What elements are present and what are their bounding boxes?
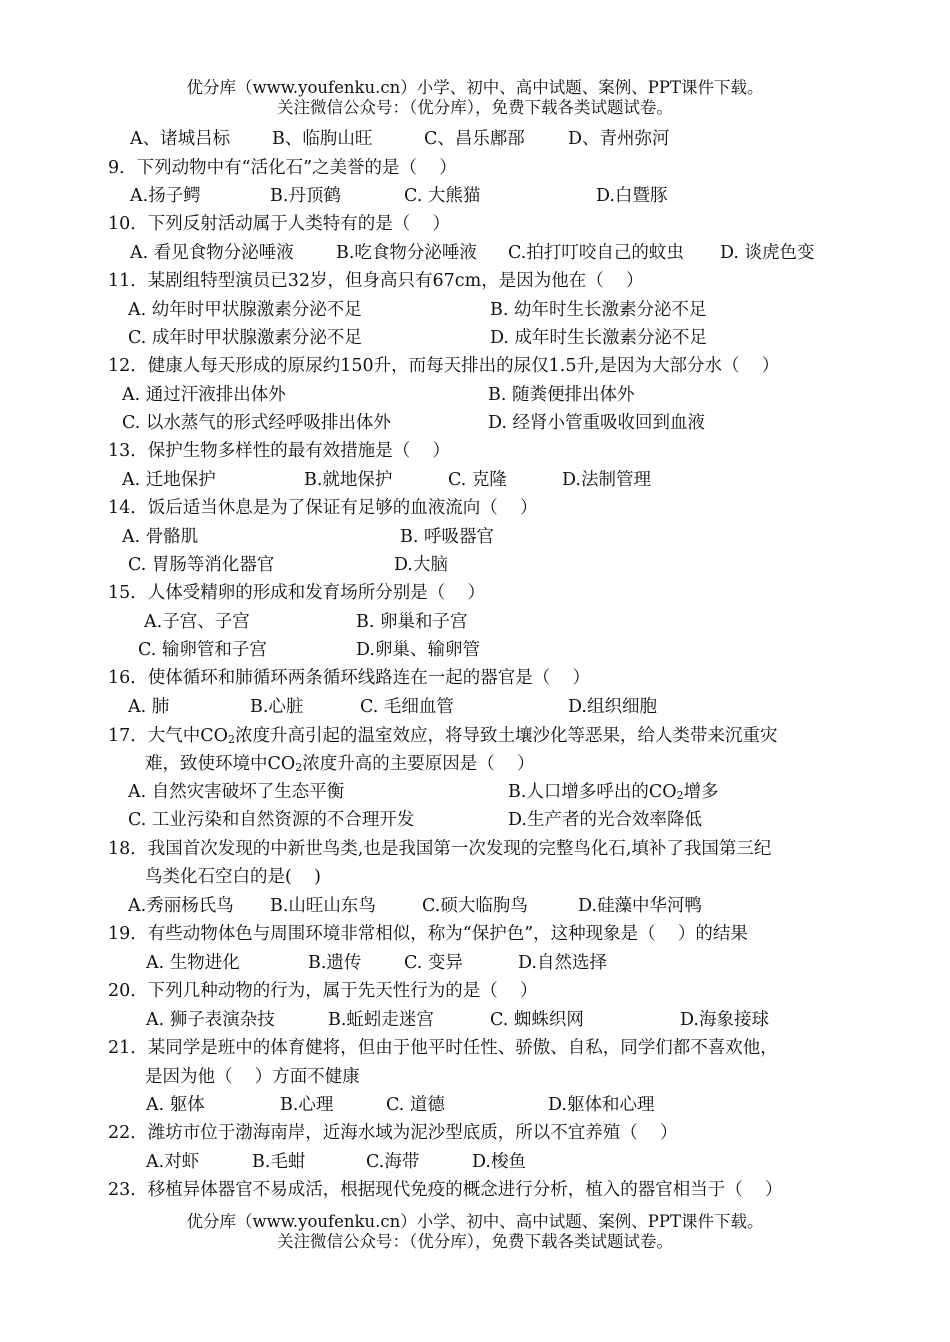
- question-21-stem: 21．某同学是班中的体育健将，但由于他平时任性、骄傲、自私，同学们都不喜欢他，: [108, 1038, 778, 1058]
- q19-option-d: D.自然选择: [518, 953, 607, 973]
- option-b: B、临朐山旺: [272, 129, 373, 149]
- question-16-stem: 16．使体循环和肺循环两条循环线路连在一起的器官是（ ）: [108, 668, 591, 688]
- option-a: A、诸城吕标: [130, 129, 231, 149]
- q13-option-a: A. 迁地保护: [122, 470, 216, 490]
- question-17-continuation: [145, 753, 535, 775]
- q17-option-b-subscript: 2: [676, 789, 684, 802]
- q11-option-a: A. 幼年时甲状腺激素分泌不足: [128, 300, 362, 320]
- q10-option-a: A. 看见食物分泌唾液: [130, 243, 294, 263]
- question-12-stem: 12．健康人每天形成的原尿约150升，而每天排出的尿仅1.5升,是因为大部分水（ ）: [108, 356, 780, 376]
- q16-option-b: B.心脏: [250, 697, 304, 717]
- q16-option-c: C. 毛细血管: [360, 697, 454, 717]
- question-20-stem: 20．下列几种动物的行为，属于先天性行为的是（ ）: [108, 981, 538, 1001]
- q22-option-a: A.对虾: [146, 1152, 200, 1172]
- q19-option-b: B.遗传: [308, 953, 362, 973]
- q17-stem-part-2: 浓度升高引起的温室效应，将导致土壤沙化等恶果，给人类带来沉重灾: [235, 726, 778, 746]
- q19-option-a: A. 生物进化: [146, 953, 240, 973]
- question-22-stem: 22．潍坊市位于渤海南岸，近海水域为泥沙型底质，所以不宜养殖（ ）: [108, 1123, 678, 1143]
- q10-option-d: D. 谈虎色变: [720, 243, 815, 263]
- q14-option-a: A. 骨骼肌: [122, 527, 199, 547]
- q16-option-d: D.组织细胞: [568, 697, 657, 717]
- q18-option-a: A.秀丽杨氏鸟: [128, 896, 234, 916]
- q17-option-d: D.生产者的光合效率降低: [508, 810, 702, 830]
- question-15-stem: 15．人体受精卵的形成和发育场所分别是（ ）: [108, 583, 486, 603]
- q9-option-a: A.扬子鳄: [130, 186, 201, 206]
- q17-option-a: A. 自然灾害破坏了生态平衡: [128, 782, 345, 802]
- q13-option-c: C. 克隆: [448, 470, 507, 490]
- q17-subscript: 2: [228, 733, 236, 746]
- question-18-continuation: 鸟类化石空白的是( ): [145, 867, 321, 887]
- q15-option-b: B. 卵巢和子宫: [356, 612, 468, 632]
- question-21-continuation: 是因为他（ ）方面不健康: [145, 1067, 360, 1087]
- question-13-stem: 13．保护生物多样性的最有效措施是（ ）: [108, 441, 451, 461]
- question-9-stem: 9．下列动物中有“活化石”之美誉的是（ ）: [108, 158, 457, 178]
- q12-option-d: D. 经肾小管重吸收回到血液: [488, 413, 706, 433]
- q22-option-d: D.梭鱼: [472, 1152, 526, 1172]
- q18-option-b: B.山旺山东鸟: [270, 896, 376, 916]
- q22-option-b: B.毛蚶: [252, 1152, 306, 1172]
- q12-option-c: C. 以水蒸气的形式经呼吸排出体外: [122, 413, 391, 433]
- q21-option-a: A. 躯体: [146, 1095, 205, 1115]
- q14-option-d: D.大脑: [394, 555, 448, 575]
- q15-option-a: A.子宫、子宫: [144, 612, 250, 632]
- q18-option-c: C.硕大临朐鸟: [422, 896, 528, 916]
- q13-option-d: D.法制管理: [562, 470, 651, 490]
- q22-option-c: C.海带: [366, 1152, 420, 1172]
- q17-stem-part-1: 17．大气中CO: [108, 726, 229, 746]
- q9-option-b: B.丹顶鹤: [270, 186, 341, 206]
- header-line-1: 优分库（www.youfenku.cn）小学、初中、高中试题、案例、PPT课件下载。: [186, 78, 764, 97]
- q20-option-b: B.蚯蚓走迷宫: [328, 1010, 434, 1030]
- q20-option-c: C. 蜘蛛织网: [490, 1010, 584, 1030]
- question-11-stem: 11．某剧组特型演员已32岁，但身高只有67cm，是因为他在（ ）: [108, 271, 644, 291]
- q12-option-b: B. 随粪便排出体外: [488, 385, 635, 405]
- q17-option-c: C. 工业污染和自然资源的不合理开发: [128, 810, 415, 830]
- q10-option-b: B.吃食物分泌唾液: [336, 243, 477, 263]
- q14-option-c: C. 胃肠等消化器官: [128, 555, 275, 575]
- q11-option-b: B. 幼年时生长激素分泌不足: [490, 300, 707, 320]
- q13-option-b: B.就地保护: [304, 470, 393, 490]
- header-line-2: 关注微信公众号：（优分库），免费下载各类试题试卷。: [277, 98, 673, 117]
- footer-line-1: 优分库（www.youfenku.cn）小学、初中、高中试题、案例、PPT课件下载。: [186, 1212, 764, 1231]
- q17-option-b: [508, 781, 719, 803]
- q15-option-d: D.卵巢、输卵管: [356, 640, 480, 660]
- q21-option-d: D.躯体和心理: [548, 1095, 655, 1115]
- q12-option-a: A. 通过汗液排出体外: [122, 385, 286, 405]
- q11-option-d: D. 成年时生长激素分泌不足: [490, 328, 708, 348]
- q9-option-d: D.白暨豚: [596, 186, 668, 206]
- q11-option-c: C. 成年时甲状腺激素分泌不足: [128, 328, 362, 348]
- option-d: D、青州弥河: [568, 129, 670, 149]
- option-c: C、昌乐鄌郚: [424, 129, 525, 149]
- q17-cont-part-2: 浓度升高的主要原因是（ ）: [302, 754, 535, 774]
- q10-option-c: C.拍打叮咬自己的蚊虫: [508, 243, 684, 263]
- question-14-stem: 14．饭后适当休息是为了保证有足够的血液流向（ ）: [108, 498, 538, 518]
- question-23-stem: 23．移植异体器官不易成活，根据现代免疫的概念进行分析，植入的器官相当于（ ）: [108, 1180, 783, 1200]
- q15-option-c: C. 输卵管和子宫: [138, 640, 267, 660]
- q17-option-b-part-2: 增多: [683, 782, 719, 802]
- footer-line-2: 关注微信公众号：（优分库），免费下载各类试题试卷。: [277, 1232, 673, 1251]
- question-19-stem: 19．有些动物体色与周围环境非常相似，称为“保护色”，这种现象是（ ）的结果: [108, 924, 748, 944]
- question-10-stem: 10．下列反射活动属于人类特有的是（ ）: [108, 214, 451, 234]
- q21-option-c: C. 道德: [386, 1095, 445, 1115]
- q18-option-d: D.硅藻中华河鸭: [578, 896, 702, 916]
- q14-option-b: B. 呼吸器官: [400, 527, 494, 547]
- q16-option-a: A. 肺: [128, 697, 170, 717]
- q19-option-c: C. 变异: [404, 953, 463, 973]
- question-18-stem: 18．我国首次发现的中新世鸟类,也是我国第一次发现的完整鸟化石,填补了我国第三纪: [108, 839, 772, 859]
- question-17-stem: [108, 725, 778, 747]
- q17-option-b-part-1: B.人口增多呼出的CO: [508, 782, 677, 802]
- q17-cont-subscript: 2: [295, 761, 303, 774]
- q9-option-c: C. 大熊猫: [404, 186, 481, 206]
- q21-option-b: B.心理: [280, 1095, 334, 1115]
- q17-cont-part-1: 难，致使环境中CO: [145, 754, 296, 774]
- q20-option-d: D.海象接球: [680, 1010, 769, 1030]
- q20-option-a: A. 狮子表演杂技: [146, 1010, 275, 1030]
